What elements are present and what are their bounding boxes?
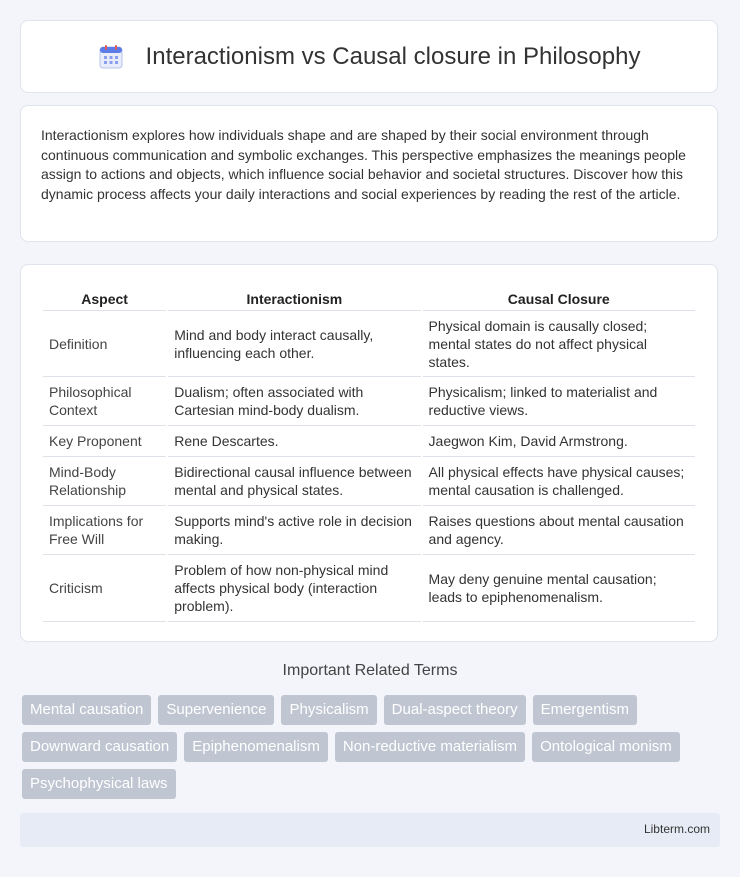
table-row	[43, 311, 695, 377]
term-tag[interactable]: Dual-aspect theory	[384, 695, 526, 725]
table-cell: Supports mind's active role in decision making.	[168, 506, 420, 555]
table-cell: Jaegwon Kim, David Armstrong.	[423, 426, 695, 457]
table-header-row	[43, 285, 695, 311]
comparison-table-card	[20, 264, 718, 642]
table-cell: Bidirectional causal influence between mental and physical states.	[168, 457, 420, 506]
term-tag[interactable]: Psychophysical laws	[22, 769, 176, 799]
title-card	[20, 20, 718, 93]
term-tag[interactable]: Mental causation	[22, 695, 151, 725]
intro-card	[20, 105, 718, 242]
footer-brand-link[interactable]: Libterm.com	[643, 822, 710, 836]
term-tag[interactable]: Ontological monism	[532, 732, 680, 762]
term-tag[interactable]: Physicalism	[281, 695, 376, 725]
table-cell: Physicalism; linked to materialist and reductive views.	[423, 377, 695, 426]
term-tag[interactable]: Emergentism	[533, 695, 637, 725]
table-row	[43, 457, 695, 506]
footer	[20, 813, 720, 847]
column-header: Interactionism	[168, 285, 420, 311]
column-header: Causal Closure	[423, 285, 695, 311]
table-cell: May deny genuine mental causation; leads to epiphenomenalism.	[423, 555, 695, 622]
table-cell: Problem of how non-physical mind affects physical body (interaction problem).	[168, 555, 420, 622]
table-cell: Mind and body interact causally, influencing each other.	[168, 311, 420, 377]
table-cell: Mind-Body Relationship	[43, 457, 166, 506]
term-tag[interactable]: Non-reductive materialism	[335, 732, 525, 762]
table-cell: Definition	[43, 311, 166, 377]
table-row	[43, 377, 695, 426]
table-row	[43, 506, 695, 555]
table-cell: Physical domain is causally closed; mental states do not affect physical states.	[423, 311, 695, 377]
column-header: Aspect	[43, 285, 166, 311]
table-cell: Raises questions about mental causation and agency.	[423, 506, 695, 555]
table-cell: Rene Descartes.	[168, 426, 420, 457]
related-terms-list	[22, 695, 722, 806]
table-cell: Implications for Free Will	[43, 506, 166, 555]
intro-text: Interactionism explores how individuals shape and are shaped by their social environment through continuous communication and symbolic exchanges. This perspective emphasizes the meanings people assign to actions and objects, which influence social behavior and societal structures. Discover how this dynamic process affects your daily interactions and social experiences by reading the rest of the article.	[41, 127, 686, 202]
table-cell: Philosophical Context	[43, 377, 166, 426]
term-tag[interactable]: Supervenience	[158, 695, 274, 725]
table-cell: Dualism; often associated with Cartesian mind-body dualism.	[168, 377, 420, 426]
table-cell: Criticism	[43, 555, 166, 622]
term-tag[interactable]: Downward causation	[22, 732, 177, 762]
page-title: Interactionism vs Causal closure in Philosophy	[145, 42, 641, 70]
table-cell: Key Proponent	[43, 426, 166, 457]
comparison-table	[41, 285, 697, 622]
table-row	[43, 426, 695, 457]
term-tag[interactable]: Epiphenomenalism	[184, 732, 328, 762]
related-terms-title: Important Related Terms	[282, 662, 458, 679]
table-cell: All physical effects have physical causes; mental causation is challenged.	[423, 457, 695, 506]
calendar-icon	[98, 44, 124, 70]
table-row	[43, 555, 695, 622]
